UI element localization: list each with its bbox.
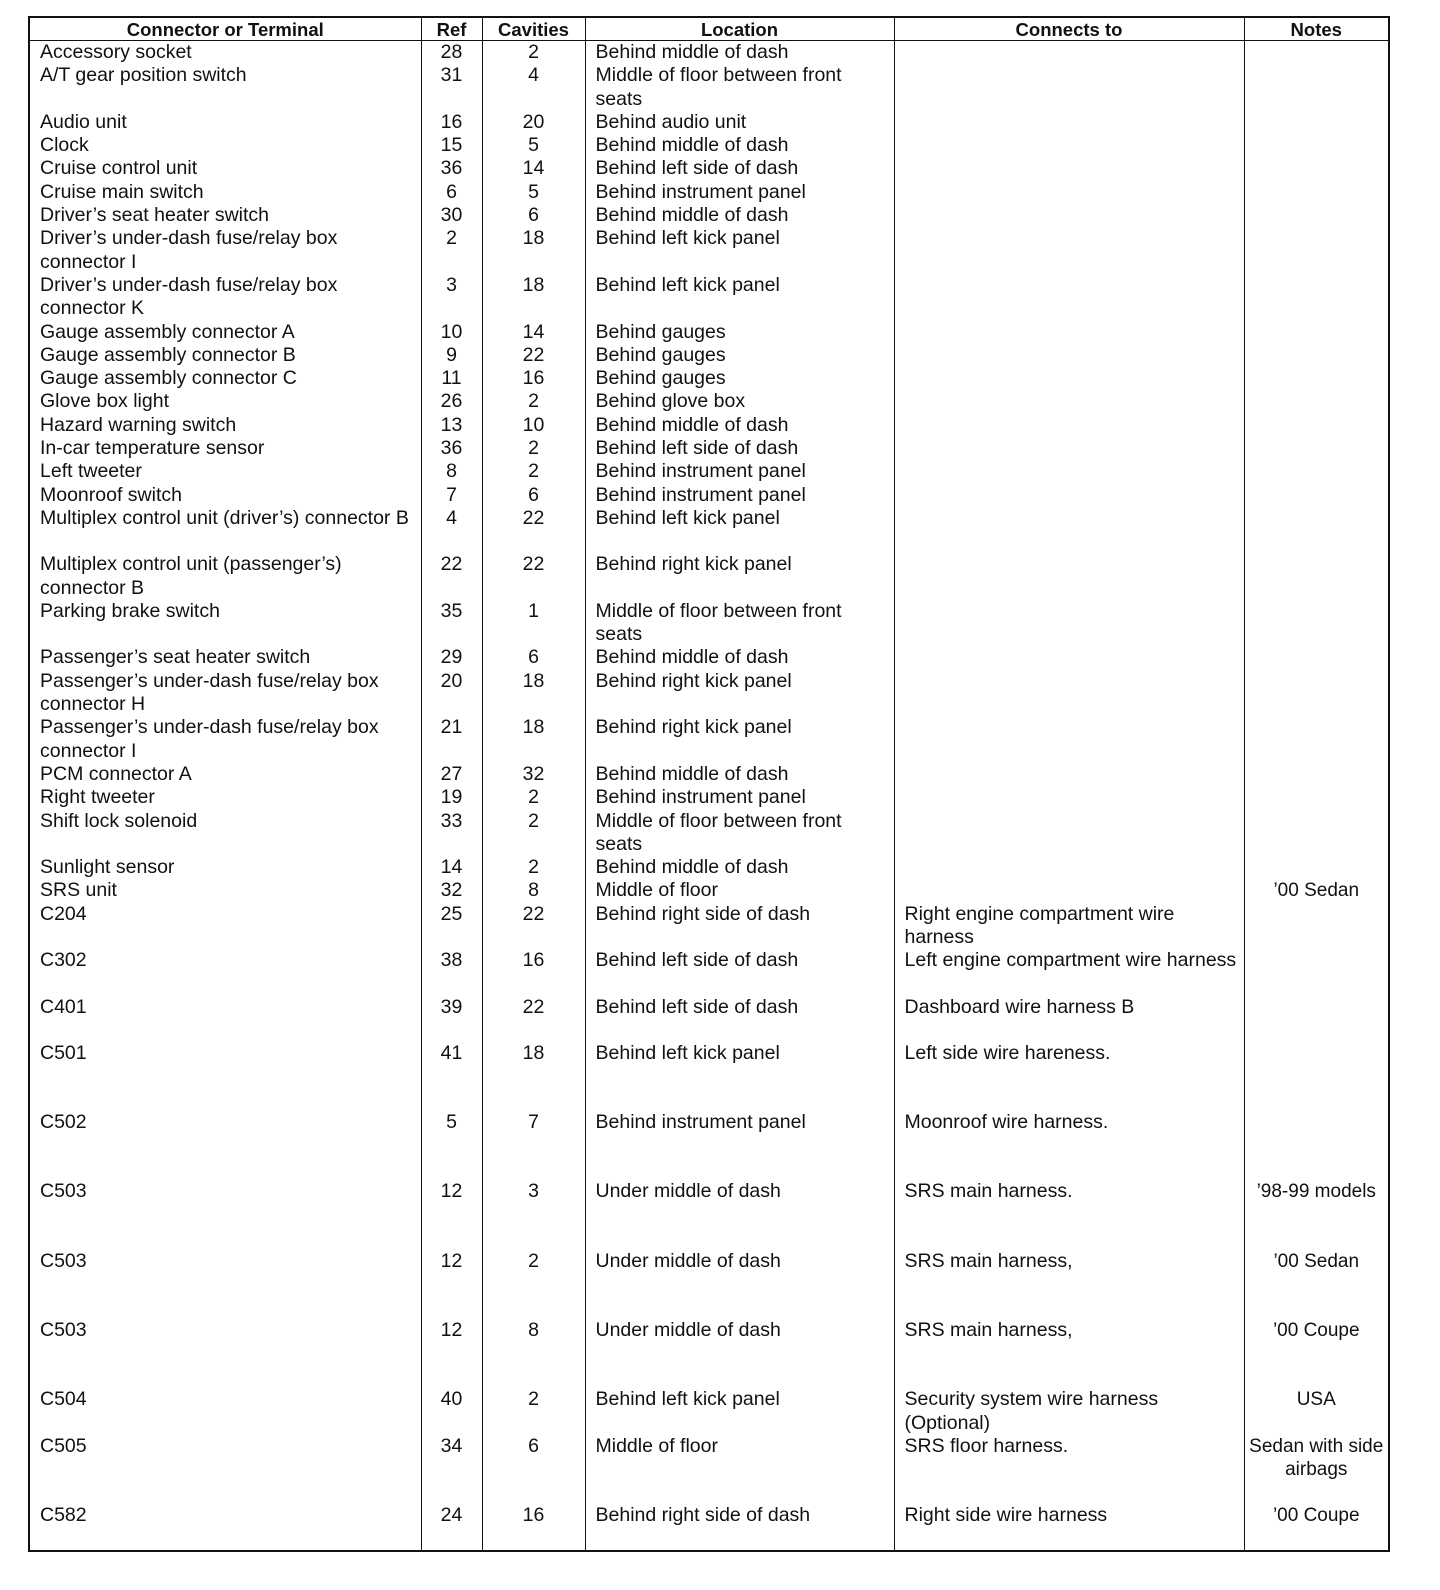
- header-connector-or-terminal: Connector or Terminal: [29, 17, 421, 41]
- cell-ref: 7: [421, 484, 482, 507]
- cell-connects-to: [894, 810, 1244, 857]
- cell-location: Behind middle of dash: [585, 41, 894, 65]
- cell-ref: 16: [421, 111, 482, 134]
- cell-connects-to: [894, 414, 1244, 437]
- table-body: [29, 41, 1389, 1551]
- cell-notes: [1244, 996, 1389, 1042]
- cell-location: Behind instrument panel: [585, 1111, 894, 1180]
- cell-cavities: 6: [482, 646, 585, 669]
- cell-cavities: 8: [482, 879, 585, 902]
- cell-cavities: 2: [482, 810, 585, 857]
- cell-notes: [1244, 460, 1389, 483]
- cell-ref: 34: [421, 1435, 482, 1504]
- cell-ref: 12: [421, 1180, 482, 1249]
- cell-terminal: Sunlight sensor: [29, 856, 421, 879]
- table-row: [29, 903, 1389, 950]
- table-row: [29, 111, 1389, 134]
- cell-notes: ’00 Sedan: [1244, 1250, 1389, 1319]
- cell-notes: [1244, 41, 1389, 65]
- cell-notes: ’00 Coupe: [1244, 1319, 1389, 1388]
- table-row: [29, 484, 1389, 507]
- cell-location: Behind glove box: [585, 390, 894, 413]
- table-row: [29, 227, 1389, 274]
- cell-notes: [1244, 111, 1389, 134]
- cell-cavities: 16: [482, 949, 585, 995]
- cell-ref: 26: [421, 390, 482, 413]
- cell-terminal: Hazard warning switch: [29, 414, 421, 437]
- cell-location: Behind gauges: [585, 321, 894, 344]
- cell-ref: 33: [421, 810, 482, 857]
- cell-terminal: Gauge assembly connector B: [29, 344, 421, 367]
- cell-notes: [1244, 670, 1389, 717]
- cell-terminal: In-car temperature sensor: [29, 437, 421, 460]
- cell-connects-to: [894, 484, 1244, 507]
- cell-location: Middle of floor: [585, 879, 894, 902]
- table-row: [29, 879, 1389, 902]
- cell-location: Behind instrument panel: [585, 460, 894, 483]
- cell-connects-to: SRS main harness.: [894, 1180, 1244, 1249]
- cell-notes: [1244, 1111, 1389, 1180]
- cell-ref: 38: [421, 949, 482, 995]
- cell-connects-to: [894, 507, 1244, 553]
- cell-cavities: 2: [482, 437, 585, 460]
- cell-terminal: C505: [29, 1435, 421, 1504]
- cell-terminal: C204: [29, 903, 421, 950]
- cell-connects-to: Right side wire harness: [894, 1504, 1244, 1550]
- cell-terminal: C503: [29, 1180, 421, 1249]
- cell-ref: 12: [421, 1319, 482, 1388]
- cell-connects-to: [894, 367, 1244, 390]
- cell-cavities: 18: [482, 1042, 585, 1111]
- cell-ref: 10: [421, 321, 482, 344]
- cell-connects-to: Dashboard wire harness B: [894, 996, 1244, 1042]
- cell-cavities: 4: [482, 64, 585, 111]
- cell-notes: [1244, 763, 1389, 786]
- cell-notes: [1244, 553, 1389, 600]
- cell-notes: [1244, 157, 1389, 180]
- cell-cavities: 18: [482, 670, 585, 717]
- table-row: [29, 437, 1389, 460]
- cell-notes: [1244, 390, 1389, 413]
- cell-location: Behind middle of dash: [585, 414, 894, 437]
- cell-cavities: 32: [482, 763, 585, 786]
- table-row: [29, 786, 1389, 809]
- cell-location: Behind middle of dash: [585, 134, 894, 157]
- cell-notes: [1244, 716, 1389, 763]
- table-row: [29, 157, 1389, 180]
- cell-ref: 11: [421, 367, 482, 390]
- cell-ref: 13: [421, 414, 482, 437]
- cell-location: Middle of floor between front seats: [585, 64, 894, 111]
- cell-terminal: Audio unit: [29, 111, 421, 134]
- cell-ref: 28: [421, 41, 482, 65]
- table-row: [29, 1504, 1389, 1550]
- cell-ref: 22: [421, 553, 482, 600]
- cell-location: Behind right kick panel: [585, 716, 894, 763]
- cell-cavities: 2: [482, 786, 585, 809]
- cell-ref: 9: [421, 344, 482, 367]
- cell-notes: [1244, 856, 1389, 879]
- cell-location: Behind middle of dash: [585, 646, 894, 669]
- cell-location: Behind gauges: [585, 367, 894, 390]
- cell-location: Behind right side of dash: [585, 903, 894, 950]
- cell-ref: 35: [421, 600, 482, 647]
- cell-cavities: 2: [482, 390, 585, 413]
- table-row: [29, 181, 1389, 204]
- cell-connects-to: SRS main harness,: [894, 1319, 1244, 1388]
- table-row: [29, 670, 1389, 717]
- table-row: [29, 763, 1389, 786]
- cell-notes: [1244, 437, 1389, 460]
- cell-ref: 6: [421, 181, 482, 204]
- cell-terminal: Driver’s under-dash fuse/relay box connector I: [29, 227, 421, 274]
- cell-notes: [1244, 507, 1389, 553]
- cell-notes: [1244, 1042, 1389, 1111]
- header-row: [29, 17, 1389, 41]
- cell-cavities: 2: [482, 1388, 585, 1435]
- cell-ref: 36: [421, 157, 482, 180]
- cell-cavities: 6: [482, 1435, 585, 1504]
- cell-cavities: 5: [482, 181, 585, 204]
- cell-location: Behind gauges: [585, 344, 894, 367]
- cell-connects-to: [894, 390, 1244, 413]
- cell-connects-to: Left side wire hareness.: [894, 1042, 1244, 1111]
- cell-location: Behind left side of dash: [585, 949, 894, 995]
- cell-connects-to: [894, 879, 1244, 902]
- cell-connects-to: [894, 134, 1244, 157]
- cell-notes: [1244, 646, 1389, 669]
- cell-ref: 30: [421, 204, 482, 227]
- cell-terminal: C582: [29, 1504, 421, 1550]
- cell-connects-to: [894, 41, 1244, 65]
- cell-ref: 3: [421, 274, 482, 321]
- cell-ref: 21: [421, 716, 482, 763]
- cell-cavities: 2: [482, 1250, 585, 1319]
- cell-ref: 2: [421, 227, 482, 274]
- cell-connects-to: Right engine compartment wire harness: [894, 903, 1244, 950]
- header-location: Location: [585, 17, 894, 41]
- cell-ref: 12: [421, 1250, 482, 1319]
- table-row: [29, 64, 1389, 111]
- cell-connects-to: [894, 763, 1244, 786]
- cell-terminal: SRS unit: [29, 879, 421, 902]
- cell-notes: [1244, 903, 1389, 950]
- cell-cavities: 6: [482, 484, 585, 507]
- cell-location: Under middle of dash: [585, 1319, 894, 1388]
- cell-ref: 19: [421, 786, 482, 809]
- cell-ref: 31: [421, 64, 482, 111]
- cell-notes: [1244, 227, 1389, 274]
- cell-cavities: 18: [482, 274, 585, 321]
- cell-terminal: A/T gear position switch: [29, 64, 421, 111]
- cell-connects-to: Security system wire harness (Optional): [894, 1388, 1244, 1435]
- cell-terminal: Multiplex control unit (driver’s) connector B: [29, 507, 421, 553]
- cell-cavities: 22: [482, 344, 585, 367]
- cell-cavities: 18: [482, 227, 585, 274]
- cell-location: Behind middle of dash: [585, 763, 894, 786]
- table-row: [29, 1180, 1389, 1249]
- cell-connects-to: [894, 344, 1244, 367]
- cell-notes: [1244, 786, 1389, 809]
- cell-connects-to: [894, 64, 1244, 111]
- table-row: [29, 810, 1389, 857]
- cell-notes: ’00 Sedan: [1244, 879, 1389, 902]
- table-row: [29, 1111, 1389, 1180]
- cell-connects-to: [894, 227, 1244, 274]
- header-ref: Ref: [421, 17, 482, 41]
- cell-notes: [1244, 810, 1389, 857]
- cell-location: Behind left side of dash: [585, 996, 894, 1042]
- table-row: [29, 414, 1389, 437]
- table-row: [29, 553, 1389, 600]
- cell-cavities: 16: [482, 1504, 585, 1550]
- cell-terminal: Cruise control unit: [29, 157, 421, 180]
- cell-location: Under middle of dash: [585, 1180, 894, 1249]
- cell-ref: 4: [421, 507, 482, 553]
- table-row: [29, 1388, 1389, 1435]
- cell-notes: [1244, 64, 1389, 111]
- cell-connects-to: [894, 321, 1244, 344]
- table-row: [29, 856, 1389, 879]
- cell-terminal: Clock: [29, 134, 421, 157]
- cell-terminal: Parking brake switch: [29, 600, 421, 647]
- cell-connects-to: [894, 553, 1244, 600]
- cell-location: Behind left kick panel: [585, 1388, 894, 1435]
- cell-location: Behind left kick panel: [585, 507, 894, 553]
- table-row: [29, 1250, 1389, 1319]
- cell-connects-to: [894, 274, 1244, 321]
- cell-ref: 14: [421, 856, 482, 879]
- header-cavities: Cavities: [482, 17, 585, 41]
- cell-cavities: 6: [482, 204, 585, 227]
- table-row: [29, 996, 1389, 1042]
- cell-notes: [1244, 600, 1389, 647]
- cell-terminal: Accessory socket: [29, 41, 421, 65]
- cell-terminal: Passenger’s under-dash fuse/relay box connector I: [29, 716, 421, 763]
- cell-terminal: C503: [29, 1250, 421, 1319]
- cell-cavities: 20: [482, 111, 585, 134]
- cell-connects-to: Left engine compartment wire harness: [894, 949, 1244, 995]
- cell-cavities: 22: [482, 507, 585, 553]
- table-header: [29, 17, 1389, 41]
- cell-ref: 20: [421, 670, 482, 717]
- cell-ref: 5: [421, 1111, 482, 1180]
- cell-terminal: Gauge assembly connector C: [29, 367, 421, 390]
- cell-connects-to: [894, 111, 1244, 134]
- cell-ref: 39: [421, 996, 482, 1042]
- cell-terminal: Passenger’s under-dash fuse/relay box connector H: [29, 670, 421, 717]
- cell-cavities: 22: [482, 996, 585, 1042]
- table-row: [29, 321, 1389, 344]
- cell-terminal: C502: [29, 1111, 421, 1180]
- cell-location: Behind right side of dash: [585, 1504, 894, 1550]
- cell-cavities: 2: [482, 856, 585, 879]
- cell-terminal: Moonroof switch: [29, 484, 421, 507]
- cell-connects-to: Moonroof wire harness.: [894, 1111, 1244, 1180]
- table-row: [29, 41, 1389, 65]
- cell-terminal: C501: [29, 1042, 421, 1111]
- table-row: [29, 460, 1389, 483]
- cell-ref: 41: [421, 1042, 482, 1111]
- cell-cavities: 18: [482, 716, 585, 763]
- table-row: [29, 1042, 1389, 1111]
- cell-ref: 15: [421, 134, 482, 157]
- cell-connects-to: [894, 157, 1244, 180]
- cell-terminal: Cruise main switch: [29, 181, 421, 204]
- cell-cavities: 2: [482, 460, 585, 483]
- cell-ref: 32: [421, 879, 482, 902]
- cell-location: Behind instrument panel: [585, 484, 894, 507]
- cell-notes: [1244, 204, 1389, 227]
- cell-connects-to: SRS main harness,: [894, 1250, 1244, 1319]
- cell-location: Behind middle of dash: [585, 204, 894, 227]
- cell-location: Behind left side of dash: [585, 157, 894, 180]
- cell-cavities: 22: [482, 553, 585, 600]
- cell-terminal: PCM connector A: [29, 763, 421, 786]
- cell-connects-to: [894, 716, 1244, 763]
- table-row: [29, 367, 1389, 390]
- header-notes: Notes: [1244, 17, 1389, 41]
- cell-ref: 27: [421, 763, 482, 786]
- cell-ref: 25: [421, 903, 482, 950]
- cell-notes: ’00 Coupe: [1244, 1504, 1389, 1550]
- cell-terminal: C503: [29, 1319, 421, 1388]
- cell-cavities: 8: [482, 1319, 585, 1388]
- cell-notes: [1244, 181, 1389, 204]
- cell-terminal: Shift lock solenoid: [29, 810, 421, 857]
- cell-terminal: C302: [29, 949, 421, 995]
- cell-connects-to: [894, 600, 1244, 647]
- cell-cavities: 1: [482, 600, 585, 647]
- cell-notes: [1244, 274, 1389, 321]
- cell-notes: [1244, 414, 1389, 437]
- cell-terminal: Left tweeter: [29, 460, 421, 483]
- cell-location: Behind left kick panel: [585, 227, 894, 274]
- connector-table: [28, 16, 1390, 1552]
- cell-location: Behind audio unit: [585, 111, 894, 134]
- table-row: [29, 949, 1389, 995]
- cell-location: Middle of floor between front seats: [585, 810, 894, 857]
- header-connects-to: Connects to: [894, 17, 1244, 41]
- cell-location: Under middle of dash: [585, 1250, 894, 1319]
- cell-terminal: Passenger’s seat heater switch: [29, 646, 421, 669]
- cell-ref: 29: [421, 646, 482, 669]
- cell-notes: [1244, 484, 1389, 507]
- cell-cavities: 14: [482, 157, 585, 180]
- table-row: [29, 600, 1389, 647]
- cell-terminal: Right tweeter: [29, 786, 421, 809]
- cell-connects-to: [894, 646, 1244, 669]
- cell-notes: [1244, 367, 1389, 390]
- cell-notes: [1244, 949, 1389, 995]
- cell-notes: [1244, 344, 1389, 367]
- cell-location: Behind left kick panel: [585, 274, 894, 321]
- cell-cavities: 14: [482, 321, 585, 344]
- cell-notes: USA: [1244, 1388, 1389, 1435]
- cell-ref: 24: [421, 1504, 482, 1550]
- cell-location: Middle of floor: [585, 1435, 894, 1504]
- cell-location: Middle of floor between front seats: [585, 600, 894, 647]
- cell-ref: 40: [421, 1388, 482, 1435]
- cell-cavities: 2: [482, 41, 585, 65]
- cell-ref: 8: [421, 460, 482, 483]
- cell-location: Behind right kick panel: [585, 670, 894, 717]
- table-row: [29, 507, 1389, 553]
- cell-location: Behind middle of dash: [585, 856, 894, 879]
- cell-connects-to: [894, 460, 1244, 483]
- cell-connects-to: [894, 670, 1244, 717]
- cell-ref: 36: [421, 437, 482, 460]
- table-row: [29, 1319, 1389, 1388]
- cell-terminal: Driver’s under-dash fuse/relay box connector K: [29, 274, 421, 321]
- table-row: [29, 716, 1389, 763]
- cell-cavities: 7: [482, 1111, 585, 1180]
- table-row: [29, 1435, 1389, 1504]
- cell-terminal: C504: [29, 1388, 421, 1435]
- cell-notes: Sedan with side airbags: [1244, 1435, 1389, 1504]
- cell-cavities: 5: [482, 134, 585, 157]
- cell-cavities: 10: [482, 414, 585, 437]
- cell-location: Behind right kick panel: [585, 553, 894, 600]
- cell-notes: [1244, 134, 1389, 157]
- cell-connects-to: [894, 856, 1244, 879]
- cell-location: Behind left kick panel: [585, 1042, 894, 1111]
- table-row: [29, 204, 1389, 227]
- cell-connects-to: [894, 181, 1244, 204]
- cell-location: Behind instrument panel: [585, 181, 894, 204]
- cell-connects-to: SRS floor harness.: [894, 1435, 1244, 1504]
- cell-terminal: Gauge assembly connector A: [29, 321, 421, 344]
- table-row: [29, 274, 1389, 321]
- table-row: [29, 134, 1389, 157]
- cell-notes: [1244, 321, 1389, 344]
- table-row: [29, 646, 1389, 669]
- cell-location: Behind left side of dash: [585, 437, 894, 460]
- cell-connects-to: [894, 204, 1244, 227]
- cell-cavities: 22: [482, 903, 585, 950]
- cell-location: Behind instrument panel: [585, 786, 894, 809]
- cell-connects-to: [894, 437, 1244, 460]
- table-row: [29, 390, 1389, 413]
- cell-terminal: Multiplex control unit (passenger’s) connector B: [29, 553, 421, 600]
- cell-terminal: Glove box light: [29, 390, 421, 413]
- cell-notes: ’98-99 models: [1244, 1180, 1389, 1249]
- cell-cavities: 3: [482, 1180, 585, 1249]
- cell-connects-to: [894, 786, 1244, 809]
- cell-cavities: 16: [482, 367, 585, 390]
- cell-terminal: Driver’s seat heater switch: [29, 204, 421, 227]
- table-row: [29, 344, 1389, 367]
- cell-terminal: C401: [29, 996, 421, 1042]
